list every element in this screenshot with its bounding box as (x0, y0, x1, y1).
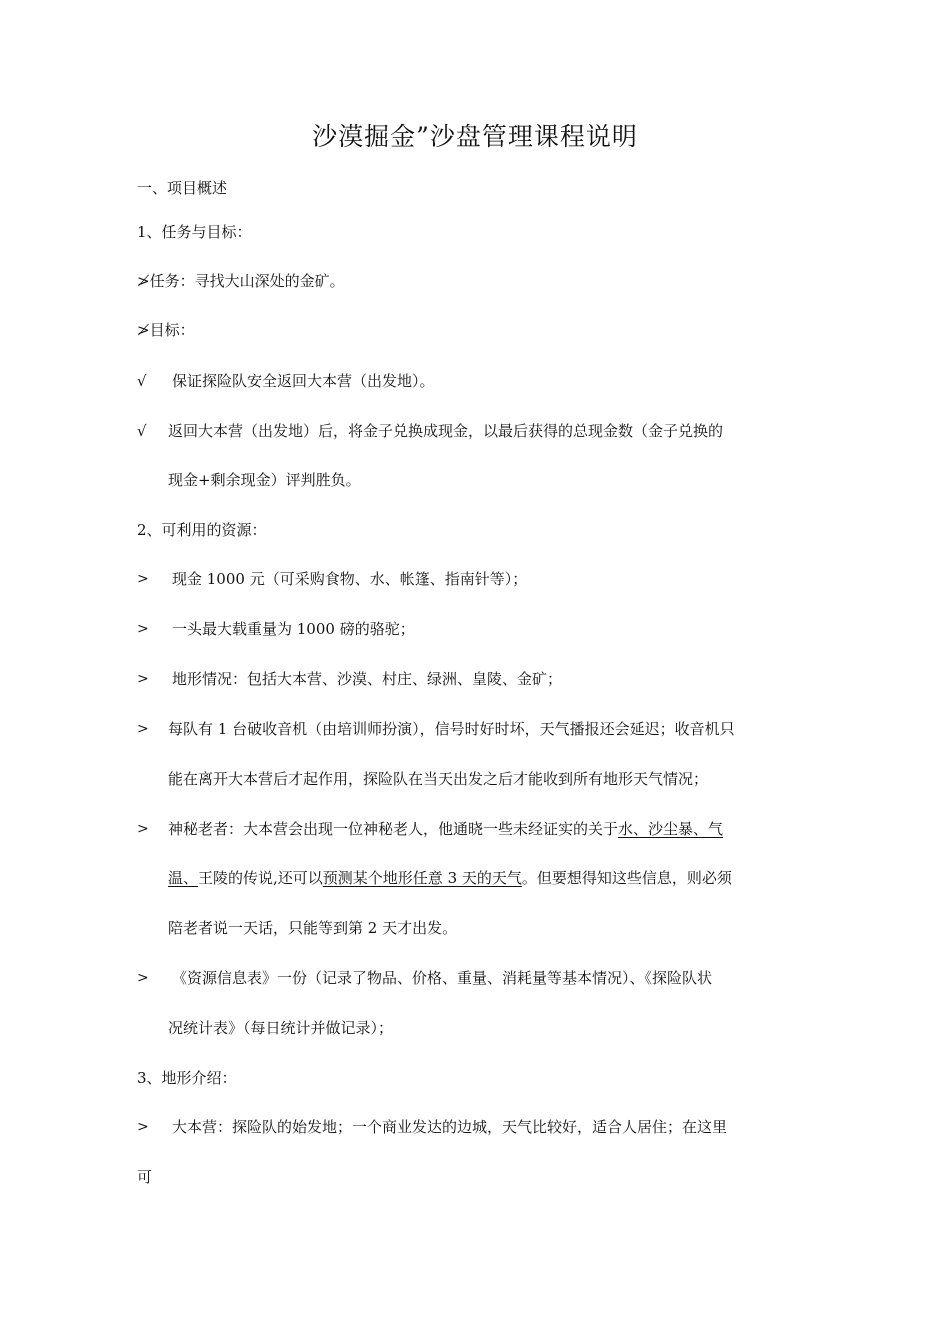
underlined-text: 预测某个地形任意 3 天的天气 (322, 869, 522, 887)
section-heading: 一、项目概述 (137, 179, 228, 197)
underlined-text: 水、沙尘暴、气 (618, 820, 724, 838)
subsection-heading: 2、可利用的资源： (137, 521, 267, 539)
condition-text: 。但要想得知这些信息，则必须 (521, 869, 732, 887)
goal-item-continued: 现金+剩余现金）评判胜负。 (168, 471, 361, 489)
subsection-heading: 3、地形介绍： (137, 1069, 237, 1087)
resource-item: 《资源信息表》一份（记录了物品、价格、重量、消耗量等基本情况）、《探险队状 (172, 969, 713, 987)
resource-item: 现金 1000 元（可采购食物、水、帐篷、指南针等）； (172, 570, 528, 588)
subsection-heading: 1、任务与目标： (137, 223, 252, 241)
resource-item: 地形情况：包括大本营、沙漠、村庄、绿洲、皇陵、金矿； (172, 670, 563, 688)
resource-item-continued: 陪老者说一天话，只能等到第 2 天才出发。 (168, 919, 458, 937)
resource-item-continued: 况统计表》（每日统计并做记录）； (168, 1019, 394, 1037)
goal-label: ≯目标： (137, 321, 195, 339)
resource-item (168, 819, 723, 839)
chevron-right-icon: > (137, 970, 149, 986)
check-mark-icon: √ (137, 372, 147, 390)
resource-item-continued (168, 868, 732, 888)
chevron-right-icon: > (137, 721, 149, 737)
check-mark-icon: √ (137, 422, 147, 440)
terrain-item-continued: 可 (137, 1168, 153, 1186)
underlined-text: 温、 (168, 869, 199, 887)
resource-item-continued: 能在离开大本营后才起作用，探险队在当天出发之后才能收到所有地形天气情况； (168, 770, 709, 788)
legend-text: 王陵的传说,还可以 (198, 869, 323, 887)
goal-item: 保证探险队安全返回大本营（出发地）。 (172, 372, 435, 390)
mystery-elder-text: 神秘老者：大本营会出现一位神秘老人，他通晓一些未经证实的关于 (168, 820, 619, 838)
chevron-right-icon: > (137, 621, 149, 637)
chevron-right-icon: > (137, 821, 149, 837)
chevron-right-icon: > (137, 1119, 149, 1135)
goal-item: 返回大本营（出发地）后，将金子兑换成现金，以最后获得的总现金数（金子兑换的 (168, 422, 724, 440)
page-title: 沙漠掘金”沙盘管理课程说明 (312, 122, 638, 151)
task-line: ≯任务：寻找大山深处的金矿。 (137, 272, 345, 290)
chevron-right-icon: > (137, 571, 149, 587)
resource-item: 一头最大载重量为 1000 磅的骆驼； (172, 620, 415, 638)
terrain-item: 大本营：探险队的始发地；一个商业发达的边城，天气比较好，适合人居住；在这里 (172, 1118, 728, 1136)
chevron-right-icon: > (137, 671, 149, 687)
resource-item: 每队有 1 台破收音机（由培训师扮演），信号时好时坏，天气播报还会延迟；收音机只 (168, 720, 735, 738)
